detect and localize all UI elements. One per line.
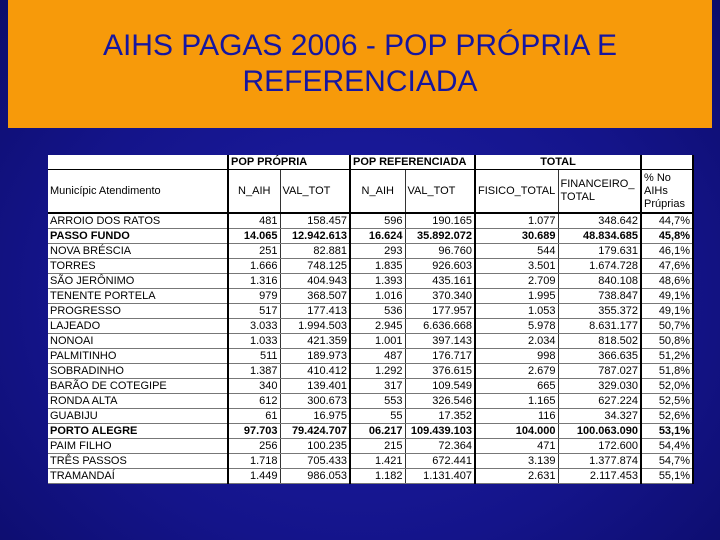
cell-municipio: LAJEADO <box>48 319 228 334</box>
cell-pct-proprias: 54,4% <box>641 439 693 454</box>
cell-pct-proprias: 51,2% <box>641 349 693 364</box>
cell-pct-proprias: 55,1% <box>641 469 693 484</box>
cell-pct-proprias: 46,1% <box>641 244 693 259</box>
cell-n-aih-propria: 1.449 <box>228 469 280 484</box>
cell-val-tot-ref: 176.717 <box>405 349 475 364</box>
cell-n-aih-ref: 596 <box>350 213 405 229</box>
cell-n-aih-propria: 511 <box>228 349 280 364</box>
cell-fisico-total: 2.679 <box>475 364 558 379</box>
cell-municipio: PROGRESSO <box>48 304 228 319</box>
cell-n-aih-ref: 2.945 <box>350 319 405 334</box>
cell-fisico-total: 3.501 <box>475 259 558 274</box>
table-row <box>48 454 693 469</box>
table-row <box>48 439 693 454</box>
cell-municipio: TORRES <box>48 259 228 274</box>
cell-val-tot-propria: 100.235 <box>280 439 350 454</box>
table-row <box>48 349 693 364</box>
table-row <box>48 213 693 229</box>
table-row <box>48 379 693 394</box>
cell-val-tot-propria: 404.943 <box>280 274 350 289</box>
table-row <box>48 469 693 484</box>
cell-pct-proprias: 49,1% <box>641 304 693 319</box>
cell-n-aih-ref: 293 <box>350 244 405 259</box>
cell-municipio: TRÊS PASSOS <box>48 454 228 469</box>
cell-val-tot-ref: 6.636.668 <box>405 319 475 334</box>
cell-fisico-total: 2.034 <box>475 334 558 349</box>
cell-pct-proprias: 52,5% <box>641 394 693 409</box>
cell-fisico-total: 30.689 <box>475 229 558 244</box>
cell-municipio: PORTO ALEGRE <box>48 424 228 439</box>
cell-n-aih-propria: 481 <box>228 213 280 229</box>
table-row <box>48 334 693 349</box>
cell-financeiro-total: 329.030 <box>558 379 641 394</box>
cell-n-aih-ref: 1.835 <box>350 259 405 274</box>
cell-financeiro-total: 48.834.685 <box>558 229 641 244</box>
cell-val-tot-propria: 986.053 <box>280 469 350 484</box>
cell-fisico-total: 2.631 <box>475 469 558 484</box>
cell-pct-proprias: 47,6% <box>641 259 693 274</box>
cell-financeiro-total: 787.027 <box>558 364 641 379</box>
column-header-n-aih-propria: N_AIH <box>228 170 280 214</box>
table-row <box>48 244 693 259</box>
cell-n-aih-propria: 14.065 <box>228 229 280 244</box>
table-row <box>48 424 693 439</box>
cell-financeiro-total: 179.631 <box>558 244 641 259</box>
cell-val-tot-propria: 16.975 <box>280 409 350 424</box>
cell-municipio: GUABIJU <box>48 409 228 424</box>
cell-fisico-total: 5.978 <box>475 319 558 334</box>
cell-val-tot-ref: 672.441 <box>405 454 475 469</box>
cell-n-aih-ref: 536 <box>350 304 405 319</box>
cell-val-tot-propria: 177.413 <box>280 304 350 319</box>
cell-financeiro-total: 1.377.874 <box>558 454 641 469</box>
group-pop-propria: POP PRÓPRIA <box>228 155 350 170</box>
cell-n-aih-propria: 1.316 <box>228 274 280 289</box>
table-row <box>48 364 693 379</box>
cell-financeiro-total: 8.631.177 <box>558 319 641 334</box>
table-row <box>48 229 693 244</box>
cell-n-aih-ref: 487 <box>350 349 405 364</box>
cell-financeiro-total: 366.635 <box>558 349 641 364</box>
table-row <box>48 409 693 424</box>
cell-n-aih-propria: 3.033 <box>228 319 280 334</box>
cell-val-tot-propria: 410.412 <box>280 364 350 379</box>
group-total: TOTAL <box>475 155 641 170</box>
cell-municipio: SÃO JERÔNIMO <box>48 274 228 289</box>
cell-val-tot-propria: 79.424.707 <box>280 424 350 439</box>
cell-n-aih-ref: 317 <box>350 379 405 394</box>
cell-n-aih-propria: 61 <box>228 409 280 424</box>
cell-fisico-total: 998 <box>475 349 558 364</box>
cell-financeiro-total: 818.502 <box>558 334 641 349</box>
table-row <box>48 319 693 334</box>
cell-n-aih-ref: 553 <box>350 394 405 409</box>
cell-val-tot-ref: 397.143 <box>405 334 475 349</box>
cell-pct-proprias: 44,7% <box>641 213 693 229</box>
cell-financeiro-total: 100.063.090 <box>558 424 641 439</box>
cell-val-tot-propria: 705.433 <box>280 454 350 469</box>
cell-pct-proprias: 50,8% <box>641 334 693 349</box>
cell-municipio: NONOAI <box>48 334 228 349</box>
cell-n-aih-propria: 1.666 <box>228 259 280 274</box>
cell-pct-proprias: 53,1% <box>641 424 693 439</box>
cell-val-tot-ref: 926.603 <box>405 259 475 274</box>
cell-municipio: RONDA ALTA <box>48 394 228 409</box>
cell-val-tot-propria: 368.507 <box>280 289 350 304</box>
cell-financeiro-total: 627.224 <box>558 394 641 409</box>
cell-val-tot-ref: 326.546 <box>405 394 475 409</box>
cell-n-aih-ref: 06.217 <box>350 424 405 439</box>
column-header-fisico-total: FISICO_TOTAL <box>475 170 558 214</box>
cell-val-tot-propria: 748.125 <box>280 259 350 274</box>
group-header-row <box>48 155 693 170</box>
cell-n-aih-propria: 251 <box>228 244 280 259</box>
cell-n-aih-ref: 16.624 <box>350 229 405 244</box>
cell-fisico-total: 1.995 <box>475 289 558 304</box>
table-row <box>48 289 693 304</box>
cell-pct-proprias: 49,1% <box>641 289 693 304</box>
cell-n-aih-ref: 1.393 <box>350 274 405 289</box>
cell-financeiro-total: 355.372 <box>558 304 641 319</box>
cell-pct-proprias: 54,7% <box>641 454 693 469</box>
cell-val-tot-ref: 370.340 <box>405 289 475 304</box>
cell-pct-proprias: 52,0% <box>641 379 693 394</box>
cell-municipio: PAIM FILHO <box>48 439 228 454</box>
cell-val-tot-ref: 96.760 <box>405 244 475 259</box>
cell-val-tot-propria: 12.942.613 <box>280 229 350 244</box>
cell-n-aih-propria: 612 <box>228 394 280 409</box>
cell-fisico-total: 665 <box>475 379 558 394</box>
cell-n-aih-ref: 1.421 <box>350 454 405 469</box>
cell-pct-proprias: 50,7% <box>641 319 693 334</box>
cell-financeiro-total: 2.117.453 <box>558 469 641 484</box>
cell-n-aih-ref: 1.292 <box>350 364 405 379</box>
table-row <box>48 274 693 289</box>
cell-n-aih-ref: 1.182 <box>350 469 405 484</box>
column-header-pct-proprias: % No AIHs Prúprias <box>641 170 693 214</box>
column-header-row <box>48 170 693 214</box>
cell-val-tot-ref: 109.439.103 <box>405 424 475 439</box>
cell-fisico-total: 3.139 <box>475 454 558 469</box>
cell-fisico-total: 2.709 <box>475 274 558 289</box>
cell-val-tot-propria: 1.994.503 <box>280 319 350 334</box>
cell-municipio: SOBRADINHO <box>48 364 228 379</box>
cell-val-tot-propria: 300.673 <box>280 394 350 409</box>
table-row <box>48 259 693 274</box>
table-row <box>48 304 693 319</box>
cell-n-aih-ref: 1.001 <box>350 334 405 349</box>
cell-val-tot-ref: 177.957 <box>405 304 475 319</box>
cell-val-tot-ref: 17.352 <box>405 409 475 424</box>
cell-n-aih-propria: 1.387 <box>228 364 280 379</box>
cell-n-aih-propria: 340 <box>228 379 280 394</box>
column-header-n-aih-ref: N_AIH <box>350 170 405 214</box>
cell-financeiro-total: 348.642 <box>558 213 641 229</box>
cell-n-aih-ref: 55 <box>350 409 405 424</box>
column-header-municipio: Municípic Atendimento <box>48 170 228 214</box>
group-pop-referenciada: POP REFERENCIADA <box>350 155 475 170</box>
cell-n-aih-propria: 1.033 <box>228 334 280 349</box>
cell-municipio: NOVA BRÉSCIA <box>48 244 228 259</box>
column-header-financeiro-total: FINANCEIRO_ TOTAL <box>558 170 641 214</box>
cell-municipio: BARÃO DE COTEGIPE <box>48 379 228 394</box>
cell-n-aih-ref: 215 <box>350 439 405 454</box>
cell-val-tot-propria: 421.359 <box>280 334 350 349</box>
cell-val-tot-ref: 35.892.072 <box>405 229 475 244</box>
cell-n-aih-ref: 1.016 <box>350 289 405 304</box>
cell-financeiro-total: 738.847 <box>558 289 641 304</box>
aih-table <box>48 155 694 484</box>
cell-financeiro-total: 1.674.728 <box>558 259 641 274</box>
cell-val-tot-propria: 189.973 <box>280 349 350 364</box>
cell-n-aih-propria: 979 <box>228 289 280 304</box>
cell-pct-proprias: 48,6% <box>641 274 693 289</box>
cell-n-aih-propria: 256 <box>228 439 280 454</box>
cell-val-tot-ref: 190.165 <box>405 213 475 229</box>
cell-n-aih-propria: 1.718 <box>228 454 280 469</box>
cell-municipio: TENENTE PORTELA <box>48 289 228 304</box>
cell-val-tot-propria: 158.457 <box>280 213 350 229</box>
cell-financeiro-total: 34.327 <box>558 409 641 424</box>
cell-municipio: TRAMANDAÍ <box>48 469 228 484</box>
cell-pct-proprias: 45,8% <box>641 229 693 244</box>
slide-title: AIHS PAGAS 2006 - POP PRÓPRIA E REFERENCIADA <box>102 29 618 98</box>
cell-val-tot-ref: 376.615 <box>405 364 475 379</box>
cell-fisico-total: 104.000 <box>475 424 558 439</box>
cell-financeiro-total: 172.600 <box>558 439 641 454</box>
cell-val-tot-ref: 1.131.407 <box>405 469 475 484</box>
cell-val-tot-ref: 72.364 <box>405 439 475 454</box>
cell-val-tot-propria: 82.881 <box>280 244 350 259</box>
cell-fisico-total: 544 <box>475 244 558 259</box>
cell-fisico-total: 1.165 <box>475 394 558 409</box>
column-header-val-tot-propria: VAL_TOT <box>280 170 350 214</box>
cell-fisico-total: 1.053 <box>475 304 558 319</box>
cell-fisico-total: 116 <box>475 409 558 424</box>
cell-val-tot-propria: 139.401 <box>280 379 350 394</box>
cell-municipio: PASSO FUNDO <box>48 229 228 244</box>
cell-financeiro-total: 840.108 <box>558 274 641 289</box>
cell-val-tot-ref: 435.161 <box>405 274 475 289</box>
cell-municipio: ARROIO DOS RATOS <box>48 213 228 229</box>
cell-pct-proprias: 52,6% <box>641 409 693 424</box>
cell-fisico-total: 1.077 <box>475 213 558 229</box>
cell-n-aih-propria: 97.703 <box>228 424 280 439</box>
column-header-val-tot-ref: VAL_TOT <box>405 170 475 214</box>
cell-val-tot-ref: 109.549 <box>405 379 475 394</box>
cell-municipio: PALMITINHO <box>48 349 228 364</box>
cell-fisico-total: 471 <box>475 439 558 454</box>
cell-pct-proprias: 51,8% <box>641 364 693 379</box>
table-row <box>48 394 693 409</box>
cell-n-aih-propria: 517 <box>228 304 280 319</box>
